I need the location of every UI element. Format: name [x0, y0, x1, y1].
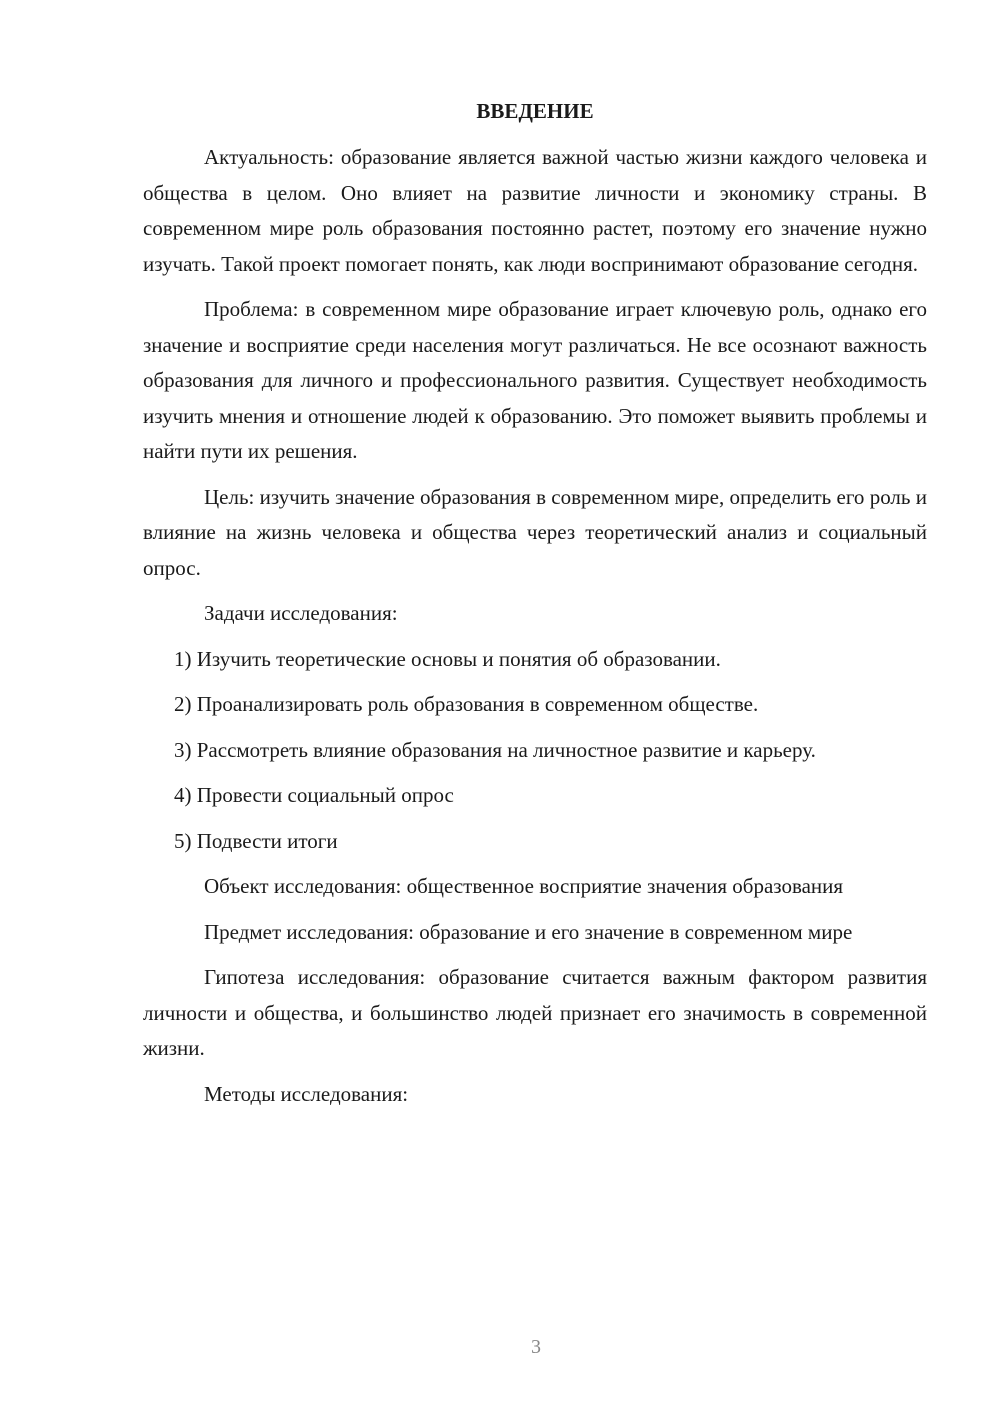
paragraph-relevance: Актуальность: образование является важной частью жизни каждого человека и общества в целом. Оно влияет на развитие личности и экономику страны. В современном мире роль образования постоянно растет, поэтому его значение нужно изучать. Такой проект помогает понять, как люди воспринимают образование сегодня. — [143, 145, 927, 276]
list-item: 1) Изучить теоретические основы и понятия об образовании. — [174, 646, 721, 671]
list-item: 5) Подвести итоги — [174, 828, 338, 853]
text-body — [143, 96, 927, 1122]
paragraph-subject: Предмет исследования: образование и его значение в современном мире — [204, 919, 853, 944]
page-number: 3 — [531, 1336, 541, 1358]
paragraph-problem: Проблема: в современном мире образование играет ключевую роль, однако его значение и восприятие среди населения могут различаться. Не все осознают важность образования для личного и профессионального развития. Существует необходимость изучить мнения и отношение людей к образованию. Это поможет выявить проблемы и найти пути их решения. — [143, 297, 927, 463]
paragraph-object: Объект исследования: общественное восприятие значения образования — [204, 874, 844, 898]
list-item: 4) Провести социальный опрос — [174, 783, 454, 807]
methods-heading: Методы исследования: — [204, 1081, 409, 1106]
paragraph-hypothesis: Гипотеза исследования: образование считается важным фактором развития личности и общества, и большинство людей признает его значимость в современной жизни. — [143, 965, 927, 1060]
paragraph-goal: Цель: изучить значение образования в современном мире, определить его роль и влияние на жизнь человека и общества через теоретический анализ и социальный опрос. — [143, 484, 927, 580]
tasks-heading: Задачи исследования: — [204, 601, 398, 625]
list-item: 2) Проанализировать роль образования в современном обществе. — [174, 692, 759, 716]
list-item: 3) Рассмотреть влияние образования на личностное развитие и карьеру. — [174, 737, 816, 762]
page-title: ВВЕДЕНИЕ — [476, 99, 594, 123]
